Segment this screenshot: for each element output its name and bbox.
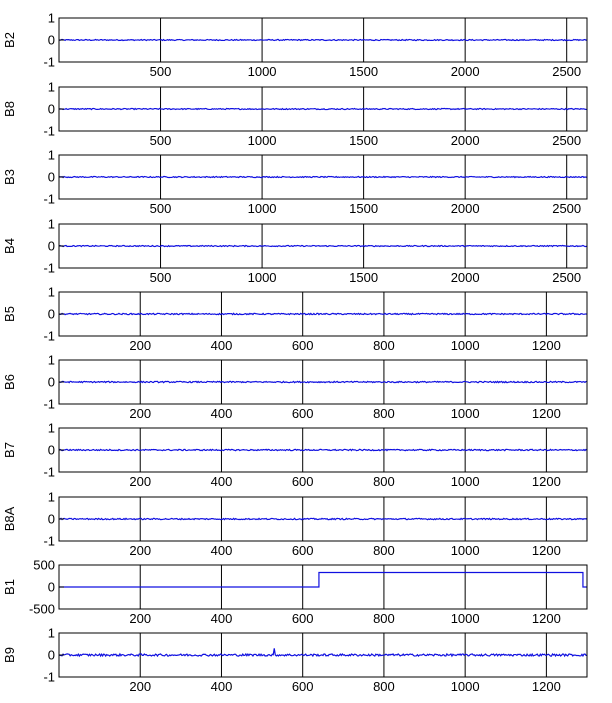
x-tick-label: 1500 xyxy=(349,64,379,79)
y-tick-label: -1 xyxy=(43,191,55,207)
y-tick-label: -1 xyxy=(43,260,55,276)
x-tick-label: 400 xyxy=(210,406,233,421)
y-tick-label: -1 xyxy=(43,464,55,480)
subplot-b5 xyxy=(2,285,587,354)
x-tick-label: 2500 xyxy=(552,64,582,79)
y-tick-label: -1 xyxy=(43,123,55,139)
subplot-b9 xyxy=(2,626,587,695)
y-tick-label: 0 xyxy=(47,32,55,48)
series-line xyxy=(59,313,587,314)
x-tick-label: 500 xyxy=(149,64,172,79)
x-tick-label: 600 xyxy=(291,338,314,353)
subplot-b8a xyxy=(2,490,587,559)
subplot-b6 xyxy=(2,353,587,422)
x-tick-label: 2500 xyxy=(552,270,582,285)
y-tick-label: 0 xyxy=(47,442,55,458)
series-line xyxy=(59,245,587,246)
x-tick-label: 800 xyxy=(373,611,395,626)
x-tick-label: 800 xyxy=(373,474,395,489)
x-tick-label: 2000 xyxy=(450,64,480,79)
y-axis-label: B1 xyxy=(2,579,17,595)
y-axis-label: B5 xyxy=(2,306,17,322)
y-tick-label: -1 xyxy=(43,54,55,70)
x-tick-label: 1000 xyxy=(247,201,277,216)
x-tick-label: 800 xyxy=(373,543,395,558)
series-line xyxy=(59,449,587,450)
y-tick-label: 0 xyxy=(47,238,55,254)
y-tick-label: 0 xyxy=(47,647,55,663)
y-tick-label: 0 xyxy=(47,579,55,595)
series-line xyxy=(59,572,587,587)
y-tick-label: -1 xyxy=(43,328,55,344)
x-tick-label: 600 xyxy=(291,611,314,626)
subplot-b1 xyxy=(2,558,587,627)
x-tick-label: 1200 xyxy=(531,338,561,353)
series-line xyxy=(59,108,587,109)
subplot-b3 xyxy=(2,148,587,217)
y-tick-label: -1 xyxy=(43,669,55,685)
x-tick-label: 1200 xyxy=(531,406,561,421)
x-tick-label: 600 xyxy=(291,406,314,421)
x-tick-label: 600 xyxy=(291,679,314,694)
x-tick-label: 1200 xyxy=(531,543,561,558)
series-line xyxy=(59,39,587,40)
y-axis-label: B9 xyxy=(2,647,17,663)
y-tick-label: -1 xyxy=(43,533,55,549)
x-tick-label: 400 xyxy=(210,679,233,694)
y-tick-label: 0 xyxy=(47,306,55,322)
y-tick-label: 0 xyxy=(47,511,55,527)
y-tick-label: 1 xyxy=(47,352,55,368)
x-tick-label: 800 xyxy=(373,338,395,353)
x-tick-label: 1000 xyxy=(450,406,480,421)
x-tick-label: 800 xyxy=(373,406,395,421)
y-tick-label: -500 xyxy=(28,601,55,617)
y-tick-label: 1 xyxy=(47,216,55,232)
y-tick-label: 1 xyxy=(47,625,55,641)
x-tick-label: 500 xyxy=(149,270,172,285)
y-axis-label: B4 xyxy=(2,238,17,254)
x-tick-label: 1000 xyxy=(247,64,277,79)
x-tick-label: 1000 xyxy=(450,474,480,489)
series-line xyxy=(59,518,587,519)
x-tick-label: 1500 xyxy=(349,133,379,148)
x-tick-label: 2000 xyxy=(450,201,480,216)
x-tick-label: 1000 xyxy=(450,611,480,626)
y-tick-label: 0 xyxy=(47,169,55,185)
y-tick-label: 500 xyxy=(33,557,55,573)
x-tick-label: 2000 xyxy=(450,133,480,148)
x-tick-label: 500 xyxy=(149,201,172,216)
x-tick-label: 200 xyxy=(129,406,152,421)
y-tick-label: 0 xyxy=(47,374,55,390)
x-tick-label: 600 xyxy=(291,543,314,558)
x-tick-label: 200 xyxy=(129,543,152,558)
x-tick-label: 1500 xyxy=(349,201,379,216)
x-tick-label: 1500 xyxy=(349,270,379,285)
x-tick-label: 400 xyxy=(210,338,233,353)
y-axis-label: B7 xyxy=(2,442,17,458)
series-line xyxy=(59,381,587,382)
x-tick-label: 2000 xyxy=(450,270,480,285)
x-tick-label: 1000 xyxy=(450,679,480,694)
y-tick-label: 1 xyxy=(47,79,55,95)
y-tick-label: 1 xyxy=(47,284,55,300)
y-tick-label: 1 xyxy=(47,489,55,505)
x-tick-label: 200 xyxy=(129,474,152,489)
x-tick-label: 800 xyxy=(373,679,395,694)
x-tick-label: 1200 xyxy=(531,679,561,694)
y-axis-label: B3 xyxy=(2,169,17,185)
y-axis-label: B8 xyxy=(2,101,17,117)
y-tick-label: 1 xyxy=(47,420,55,436)
subplot-b8 xyxy=(2,80,587,149)
y-axis-label: B6 xyxy=(2,374,17,390)
y-tick-label: 0 xyxy=(47,101,55,117)
x-tick-label: 500 xyxy=(149,133,172,148)
x-tick-label: 1000 xyxy=(450,338,480,353)
subplot-b2 xyxy=(2,11,587,80)
x-tick-label: 200 xyxy=(129,338,152,353)
y-tick-label: 1 xyxy=(47,147,55,163)
series-line xyxy=(59,648,587,656)
x-tick-label: 600 xyxy=(291,474,314,489)
y-tick-label: 1 xyxy=(47,10,55,26)
subplot-b7 xyxy=(2,421,587,490)
x-tick-label: 2500 xyxy=(552,201,582,216)
series-line xyxy=(59,176,587,177)
x-tick-label: 1000 xyxy=(450,543,480,558)
x-tick-label: 400 xyxy=(210,611,233,626)
x-tick-label: 200 xyxy=(129,611,152,626)
x-tick-label: 2500 xyxy=(552,133,582,148)
x-tick-label: 400 xyxy=(210,474,233,489)
y-tick-label: -1 xyxy=(43,396,55,412)
x-tick-label: 400 xyxy=(210,543,233,558)
y-axis-label: B2 xyxy=(2,32,17,48)
x-tick-label: 1000 xyxy=(247,133,277,148)
subplot-b4 xyxy=(2,217,587,286)
y-axis-label: B8A xyxy=(2,506,17,532)
x-tick-label: 1200 xyxy=(531,474,561,489)
x-tick-label: 1000 xyxy=(247,270,277,285)
x-tick-label: 1200 xyxy=(531,611,561,626)
x-tick-label: 200 xyxy=(129,679,152,694)
